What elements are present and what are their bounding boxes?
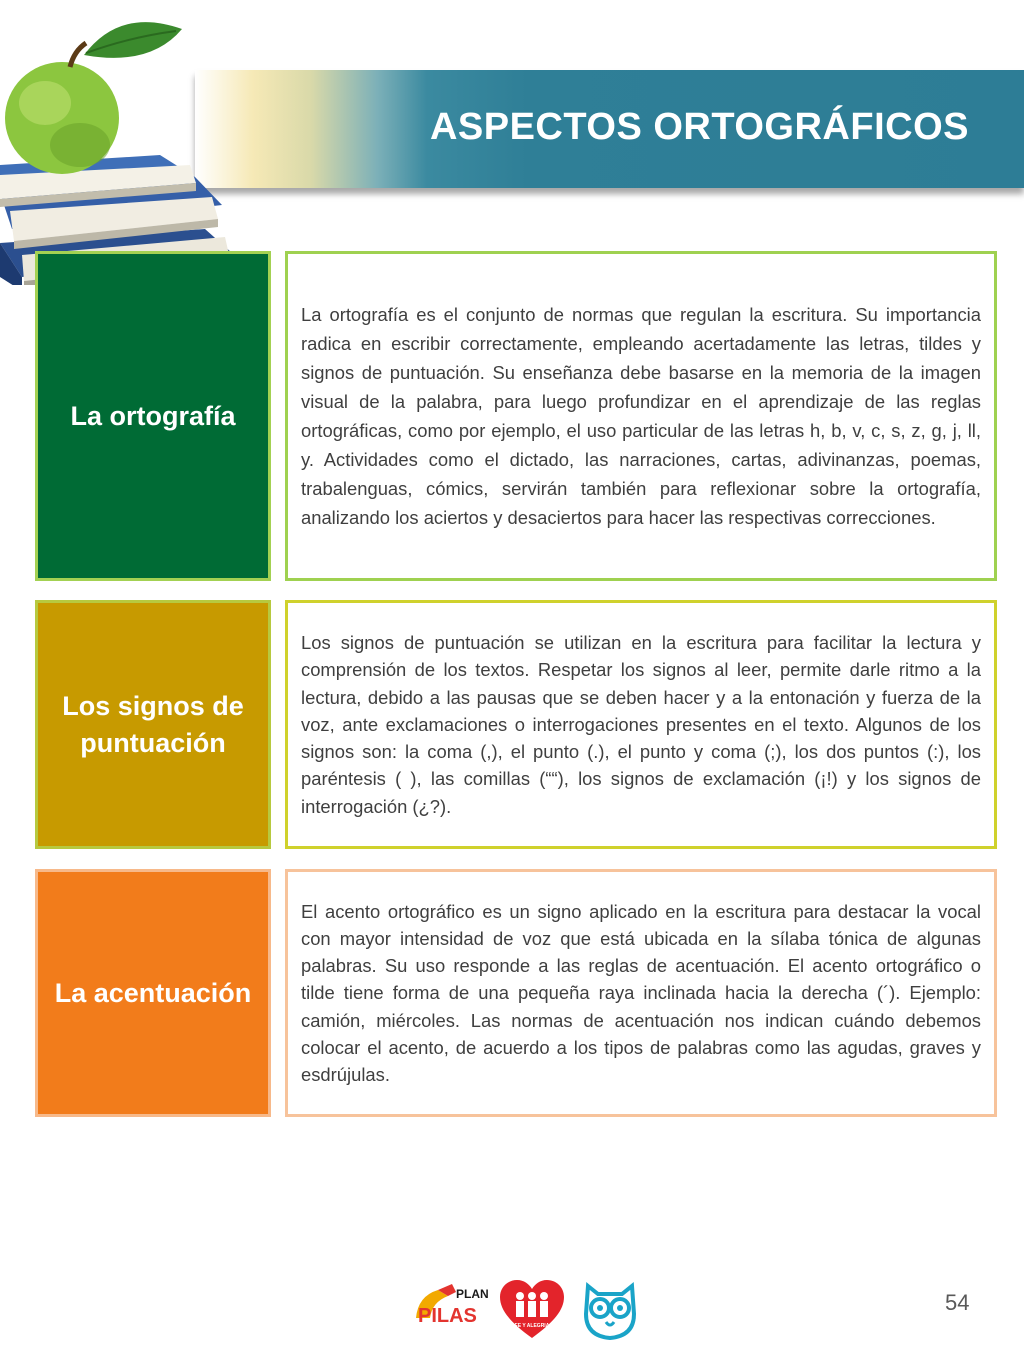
section-text-acentuacion — [285, 869, 997, 1117]
page-number: 54 — [945, 1290, 970, 1315]
fe-y-alegria-heart-icon — [500, 1280, 564, 1338]
footer-logos — [412, 1278, 647, 1340]
owl-logo-icon — [586, 1286, 634, 1338]
svg-text:PILAS: PILAS — [418, 1305, 477, 1327]
section-paragraph: La ortografía es el conjunto de normas que regulan la escritura. Su importancia radica en escribir correctamente, empleando acertadamente las letras, tildes y signos de puntuación. Su enseñanza debe basarse en la memoria de la imagen visual de la palabra, para luego profundizar en el aprendizaje de las reglas ortográficas, como por ejemplo, el uso particular de las letras h, b, v, c, s, z, g, j, ll, y. Actividades como el dictado, las narraciones, cartas, adivinanzas, poemas, trabalenguas, cómics, servirán también para reflexionar sobre la ortografía, analizando los aciertos y desaciertos para hacer las respectivas correcciones. — [301, 304, 981, 528]
section-label-acentuacion: La acentuación — [35, 869, 271, 1117]
section-label-signos-puntuacion: Los signos de puntuación — [35, 600, 271, 849]
plan-pilas-logo-icon — [416, 1284, 489, 1327]
page-title: ASPECTOS ORTOGRÁFICOS — [429, 106, 969, 148]
svg-text:FE Y ALEGRIA: FE Y ALEGRIA — [514, 1323, 550, 1329]
section-paragraph: Los signos de puntuación se utilizan en la escritura para facilitar la lectura y comprensión de los textos. Respetar los signos al leer, permite darle ritmo a la lectura, debido a las pausas que se deben hacer y a la entonación y fuerza de la voz, ante exclamaciones o interrogaciones presentes en el texto. Algunos de los signos son: la coma (,), el punto (.), el punto y coma (;), los dos puntos (:), los paréntesis ( ), las comillas (““), los signos de exclamación (¡!) y los signos de interrogación (¿?). — [301, 632, 981, 817]
section-text-signos-puntuacion — [285, 600, 997, 849]
header-banner — [195, 70, 1024, 188]
svg-text:PLAN: PLAN — [456, 1287, 489, 1301]
section-text-ortografia — [285, 251, 997, 581]
section-label-ortografia: La ortografía — [35, 251, 271, 581]
section-paragraph: El acento ortográfico es un signo aplicado en la escritura para destacar la vocal con mayor intensidad de voz que está ubicada en la sílaba tónica de algunas palabras. Su uso responde a las reglas de acentuación. El acento ortográfico o tilde tiene forma de una pequeña raya inclinada hacia la derecha (´). Ejemplo: camión, miércoles. Las normas de acentuación nos indican cuándo debemos colocar el acento, de acuerdo a los tipos de palabras como las agudas, graves y esdrújulas. — [301, 900, 981, 1085]
apple-on-books-icon — [0, 15, 235, 285]
